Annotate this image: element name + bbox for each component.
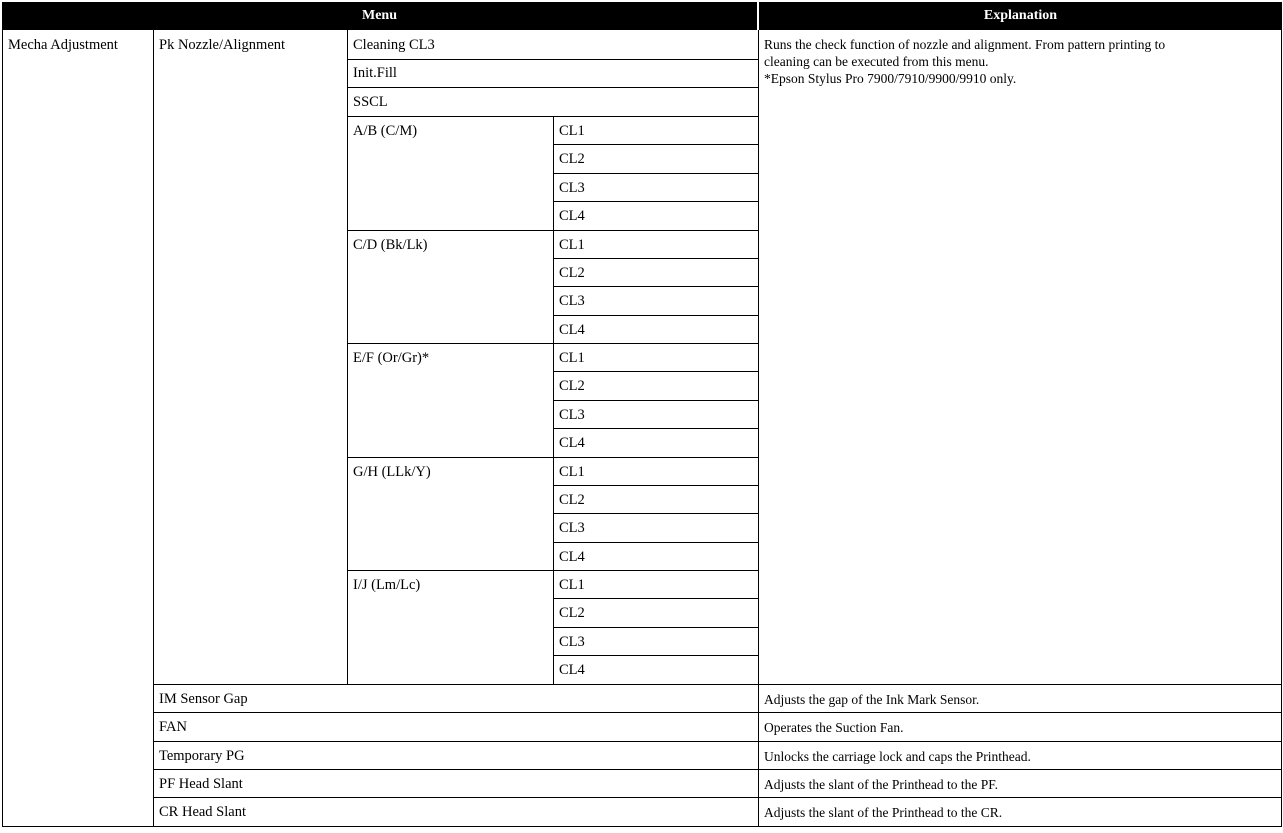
cl-cell: CL1 — [559, 577, 585, 593]
explanation-line: cleaning can be executed from this menu. — [764, 54, 989, 69]
cl-cell: CL1 — [559, 464, 585, 480]
cl-cell: CL4 — [559, 662, 585, 678]
cl-cell: CL4 — [559, 549, 585, 565]
cl-cell: CL4 — [559, 435, 585, 451]
cl-cell: CL3 — [559, 293, 585, 309]
row-pf-head-slant: PF Head Slant — [159, 776, 243, 792]
explanation-line: Runs the check function of nozzle and alignment. From pattern printing to — [764, 37, 1166, 52]
cl-cell: CL2 — [559, 605, 585, 621]
cl-cell: CL2 — [559, 492, 585, 508]
row-temporary-pg: Temporary PG — [159, 748, 245, 764]
group-label: A/B (C/M) — [353, 123, 418, 139]
menu-pk-nozzle-alignment: Pk Nozzle/Alignment — [159, 37, 286, 53]
explanation-line: *Epson Stylus Pro 7900/7910/9900/9910 only. — [764, 71, 1017, 86]
cl-cell: CL1 — [559, 237, 585, 253]
group-label: G/H (LLk/Y) — [353, 464, 431, 480]
item-cleaning-cl3: Cleaning CL3 — [353, 37, 435, 53]
row-cr-head-slant-explanation: Adjusts the slant of the Printhead to the CR. — [764, 805, 1003, 820]
cl-cell: CL3 — [559, 520, 585, 536]
cl-cell: CL1 — [559, 350, 585, 366]
row-fan: FAN — [159, 719, 187, 735]
cl-cell: CL2 — [559, 378, 585, 394]
header-explanation: Explanation — [759, 2, 1282, 30]
cl-cell: CL2 — [559, 151, 585, 167]
row-pf-head-slant-explanation: Adjusts the slant of the Printhead to the PF. — [764, 777, 999, 792]
row-im-sensor-gap: IM Sensor Gap — [159, 691, 248, 707]
row-fan-explanation: Operates the Suction Fan. — [764, 720, 904, 735]
row-im-sensor-gap-explanation: Adjusts the gap of the Ink Mark Sensor. — [764, 692, 980, 707]
group-label: E/F (Or/Gr)* — [353, 350, 430, 366]
cl-cell: CL4 — [559, 322, 585, 338]
cl-cell: CL2 — [559, 265, 585, 281]
row-temporary-pg-explanation: Unlocks the carriage lock and caps the Printhead. — [764, 749, 1031, 764]
menu-level1-mecha-adjustment: Mecha Adjustment — [8, 37, 118, 53]
cl-cell: CL3 — [559, 634, 585, 650]
item-init-fill: Init.Fill — [353, 65, 397, 81]
header-menu: Menu — [2, 2, 757, 30]
group-label: C/D (Bk/Lk) — [353, 237, 428, 253]
cl-cell: CL1 — [559, 123, 585, 139]
group-label: I/J (Lm/Lc) — [353, 577, 421, 593]
row-cr-head-slant: CR Head Slant — [159, 804, 246, 820]
pk-nozzle-explanation — [759, 31, 1281, 87]
cl-cell: CL3 — [559, 180, 585, 196]
cl-cell: CL3 — [559, 407, 585, 423]
item-sscl: SSCL — [353, 94, 388, 110]
cl-cell: CL4 — [559, 208, 585, 224]
